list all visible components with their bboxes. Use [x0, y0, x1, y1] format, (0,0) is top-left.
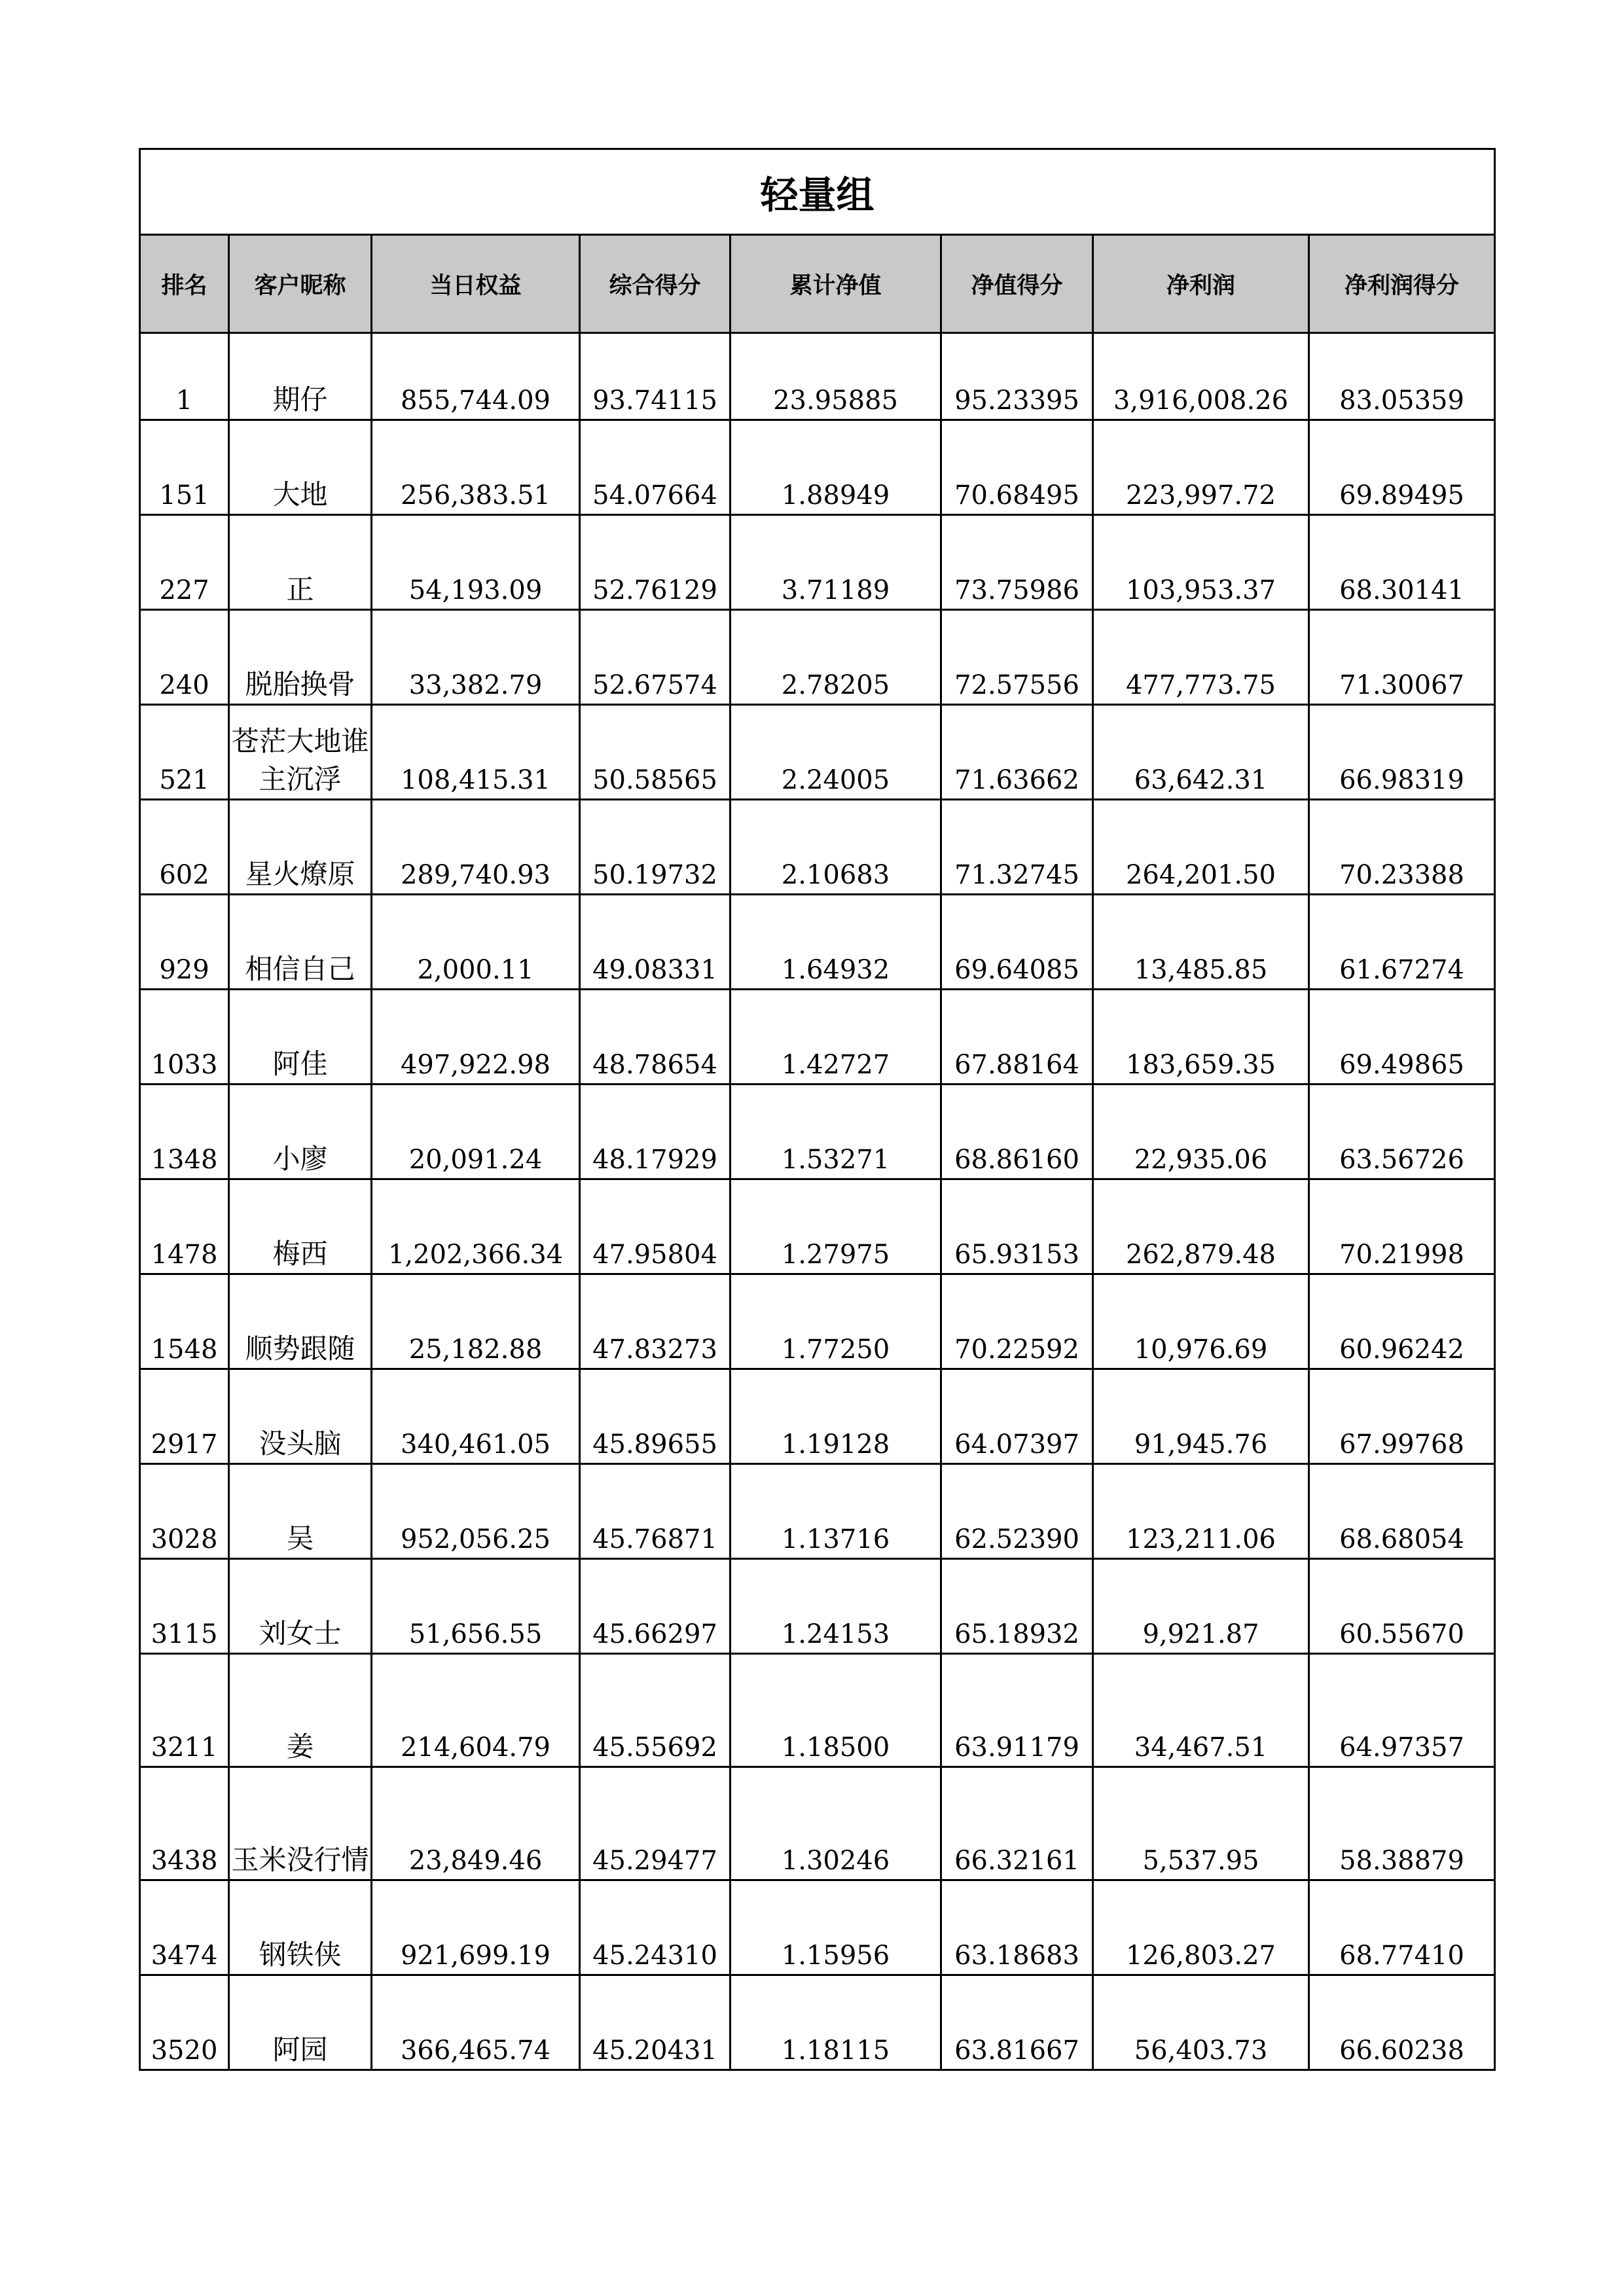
total-score-cell: 93.74115 — [580, 333, 731, 420]
table-row — [140, 1767, 1495, 1880]
net-profit-cell: 262,879.48 — [1093, 1179, 1309, 1274]
profit-score-cell: 71.30067 — [1309, 610, 1495, 705]
equity-cell: 340,461.05 — [372, 1369, 580, 1464]
nav-score-cell: 70.22592 — [941, 1274, 1093, 1369]
net-profit-cell: 126,803.27 — [1093, 1880, 1309, 1975]
table-row — [140, 1369, 1495, 1464]
cumulative-nav-cell: 1.13716 — [731, 1464, 941, 1559]
rank-cell: 3520 — [140, 1975, 229, 2070]
table-row — [140, 1179, 1495, 1274]
total-score-cell: 45.24310 — [580, 1880, 731, 1975]
net-profit-cell: 56,403.73 — [1093, 1975, 1309, 2070]
profit-score-cell: 68.30141 — [1309, 515, 1495, 610]
nickname-cell: 苍茫大地谁主沉浮 — [229, 705, 372, 800]
rank-cell: 1033 — [140, 990, 229, 1085]
table-row — [140, 705, 1495, 800]
nickname-cell: 小廖 — [229, 1085, 372, 1179]
profit-score-cell: 64.97357 — [1309, 1654, 1495, 1767]
nav-score-cell: 66.32161 — [941, 1767, 1093, 1880]
net-profit-cell: 10,976.69 — [1093, 1274, 1309, 1369]
rank-cell: 3474 — [140, 1880, 229, 1975]
nickname-cell: 没头脑 — [229, 1369, 372, 1464]
profit-score-cell: 61.67274 — [1309, 895, 1495, 990]
total-score-cell: 52.76129 — [580, 515, 731, 610]
equity-cell: 855,744.09 — [372, 333, 580, 420]
header-nickname: 客户昵称 — [229, 235, 372, 333]
rank-cell: 3028 — [140, 1464, 229, 1559]
table-row — [140, 1880, 1495, 1975]
net-profit-cell: 223,997.72 — [1093, 420, 1309, 515]
total-score-cell: 48.17929 — [580, 1085, 731, 1179]
table-row — [140, 1654, 1495, 1767]
header-row — [140, 235, 1495, 333]
table-row — [140, 1274, 1495, 1369]
cumulative-nav-cell: 2.24005 — [731, 705, 941, 800]
nickname-cell: 期仔 — [229, 333, 372, 420]
rank-cell: 240 — [140, 610, 229, 705]
cumulative-nav-cell: 1.77250 — [731, 1274, 941, 1369]
nickname-cell: 钢铁侠 — [229, 1880, 372, 1975]
table-row — [140, 610, 1495, 705]
equity-cell: 54,193.09 — [372, 515, 580, 610]
rank-cell: 3115 — [140, 1559, 229, 1654]
nickname-cell: 正 — [229, 515, 372, 610]
net-profit-cell: 34,467.51 — [1093, 1654, 1309, 1767]
header-nav-score: 净值得分 — [941, 235, 1093, 333]
total-score-cell: 49.08331 — [580, 895, 731, 990]
rank-cell: 929 — [140, 895, 229, 990]
table-row — [140, 420, 1495, 515]
equity-cell: 51,656.55 — [372, 1559, 580, 1654]
table-row — [140, 1975, 1495, 2070]
net-profit-cell: 123,211.06 — [1093, 1464, 1309, 1559]
nickname-cell: 刘女士 — [229, 1559, 372, 1654]
table-row — [140, 800, 1495, 895]
cumulative-nav-cell: 1.15956 — [731, 1880, 941, 1975]
nav-score-cell: 71.63662 — [941, 705, 1093, 800]
profit-score-cell: 58.38879 — [1309, 1767, 1495, 1880]
equity-cell: 256,383.51 — [372, 420, 580, 515]
net-profit-cell: 3,916,008.26 — [1093, 333, 1309, 420]
nickname-cell: 阿佳 — [229, 990, 372, 1085]
header-total-score: 综合得分 — [580, 235, 731, 333]
nav-score-cell: 63.81667 — [941, 1975, 1093, 2070]
cumulative-nav-cell: 1.88949 — [731, 420, 941, 515]
nickname-cell: 姜 — [229, 1654, 372, 1767]
nickname-cell: 梅西 — [229, 1179, 372, 1274]
net-profit-cell: 477,773.75 — [1093, 610, 1309, 705]
profit-score-cell: 70.21998 — [1309, 1179, 1495, 1274]
nav-score-cell: 71.32745 — [941, 800, 1093, 895]
table-row — [140, 515, 1495, 610]
nav-score-cell: 95.23395 — [941, 333, 1093, 420]
nav-score-cell: 73.75986 — [941, 515, 1093, 610]
profit-score-cell: 60.55670 — [1309, 1559, 1495, 1654]
rank-cell: 3211 — [140, 1654, 229, 1767]
net-profit-cell: 63,642.31 — [1093, 705, 1309, 800]
table-title: 轻量组 — [140, 149, 1495, 235]
net-profit-cell: 9,921.87 — [1093, 1559, 1309, 1654]
equity-cell: 1,202,366.34 — [372, 1179, 580, 1274]
cumulative-nav-cell: 1.18500 — [731, 1654, 941, 1767]
table-row — [140, 1464, 1495, 1559]
rank-cell: 151 — [140, 420, 229, 515]
equity-cell: 921,699.19 — [372, 1880, 580, 1975]
net-profit-cell: 103,953.37 — [1093, 515, 1309, 610]
total-score-cell: 52.67574 — [580, 610, 731, 705]
cumulative-nav-cell: 1.53271 — [731, 1085, 941, 1179]
cumulative-nav-cell: 23.95885 — [731, 333, 941, 420]
rank-cell: 1 — [140, 333, 229, 420]
title-row — [140, 149, 1495, 235]
header-cumulative-nav: 累计净值 — [731, 235, 941, 333]
cumulative-nav-cell: 2.78205 — [731, 610, 941, 705]
total-score-cell: 45.66297 — [580, 1559, 731, 1654]
nickname-cell: 吴 — [229, 1464, 372, 1559]
nav-score-cell: 67.88164 — [941, 990, 1093, 1085]
cumulative-nav-cell: 2.10683 — [731, 800, 941, 895]
rank-cell: 2917 — [140, 1369, 229, 1464]
total-score-cell: 50.19732 — [580, 800, 731, 895]
rank-cell: 227 — [140, 515, 229, 610]
equity-cell: 366,465.74 — [372, 1975, 580, 2070]
header-net-profit: 净利润 — [1093, 235, 1309, 333]
nickname-cell: 相信自己 — [229, 895, 372, 990]
table-row — [140, 1085, 1495, 1179]
rank-cell: 1348 — [140, 1085, 229, 1179]
table-row — [140, 333, 1495, 420]
equity-cell: 289,740.93 — [372, 800, 580, 895]
equity-cell: 108,415.31 — [372, 705, 580, 800]
net-profit-cell: 264,201.50 — [1093, 800, 1309, 895]
profit-score-cell: 68.77410 — [1309, 1880, 1495, 1975]
equity-cell: 952,056.25 — [372, 1464, 580, 1559]
header-equity: 当日权益 — [372, 235, 580, 333]
cumulative-nav-cell: 1.19128 — [731, 1369, 941, 1464]
rank-cell: 3438 — [140, 1767, 229, 1880]
equity-cell: 20,091.24 — [372, 1085, 580, 1179]
total-score-cell: 45.20431 — [580, 1975, 731, 2070]
profit-score-cell: 83.05359 — [1309, 333, 1495, 420]
profit-score-cell: 68.68054 — [1309, 1464, 1495, 1559]
total-score-cell: 45.89655 — [580, 1369, 731, 1464]
profit-score-cell: 67.99768 — [1309, 1369, 1495, 1464]
profit-score-cell: 69.89495 — [1309, 420, 1495, 515]
total-score-cell: 45.55692 — [580, 1654, 731, 1767]
equity-cell: 214,604.79 — [372, 1654, 580, 1767]
profit-score-cell: 60.96242 — [1309, 1274, 1495, 1369]
table-row — [140, 1559, 1495, 1654]
nickname-cell: 大地 — [229, 420, 372, 515]
equity-cell: 23,849.46 — [372, 1767, 580, 1880]
cumulative-nav-cell: 3.71189 — [731, 515, 941, 610]
rank-cell: 521 — [140, 705, 229, 800]
nickname-cell: 顺势跟随 — [229, 1274, 372, 1369]
table-row — [140, 895, 1495, 990]
cumulative-nav-cell: 1.30246 — [731, 1767, 941, 1880]
nav-score-cell: 72.57556 — [941, 610, 1093, 705]
table-row — [140, 990, 1495, 1085]
profit-score-cell: 66.98319 — [1309, 705, 1495, 800]
nickname-cell: 阿园 — [229, 1975, 372, 2070]
total-score-cell: 45.29477 — [580, 1767, 731, 1880]
nav-score-cell: 63.91179 — [941, 1654, 1093, 1767]
total-score-cell: 47.95804 — [580, 1179, 731, 1274]
nickname-cell: 玉米没行情 — [229, 1767, 372, 1880]
net-profit-cell: 13,485.85 — [1093, 895, 1309, 990]
cumulative-nav-cell: 1.24153 — [731, 1559, 941, 1654]
cumulative-nav-cell: 1.27975 — [731, 1179, 941, 1274]
total-score-cell: 54.07664 — [580, 420, 731, 515]
nav-score-cell: 65.93153 — [941, 1179, 1093, 1274]
nav-score-cell: 65.18932 — [941, 1559, 1093, 1654]
nickname-cell: 星火燎原 — [229, 800, 372, 895]
profit-score-cell: 63.56726 — [1309, 1085, 1495, 1179]
nickname-cell: 脱胎换骨 — [229, 610, 372, 705]
nav-score-cell: 62.52390 — [941, 1464, 1093, 1559]
net-profit-cell: 5,537.95 — [1093, 1767, 1309, 1880]
profit-score-cell: 66.60238 — [1309, 1975, 1495, 2070]
nav-score-cell: 63.18683 — [941, 1880, 1093, 1975]
total-score-cell: 50.58565 — [580, 705, 731, 800]
equity-cell: 33,382.79 — [372, 610, 580, 705]
equity-cell: 2,000.11 — [372, 895, 580, 990]
nav-score-cell: 68.86160 — [941, 1085, 1093, 1179]
profit-score-cell: 69.49865 — [1309, 990, 1495, 1085]
rank-cell: 602 — [140, 800, 229, 895]
rank-cell: 1548 — [140, 1274, 229, 1369]
equity-cell: 497,922.98 — [372, 990, 580, 1085]
total-score-cell: 45.76871 — [580, 1464, 731, 1559]
nav-score-cell: 69.64085 — [941, 895, 1093, 990]
rank-cell: 1478 — [140, 1179, 229, 1274]
profit-score-cell: 70.23388 — [1309, 800, 1495, 895]
net-profit-cell: 22,935.06 — [1093, 1085, 1309, 1179]
cumulative-nav-cell: 1.64932 — [731, 895, 941, 990]
ranking-table — [139, 148, 1496, 2071]
nav-score-cell: 64.07397 — [941, 1369, 1093, 1464]
header-profit-score: 净利润得分 — [1309, 235, 1495, 333]
header-rank: 排名 — [140, 235, 229, 333]
cumulative-nav-cell: 1.42727 — [731, 990, 941, 1085]
nav-score-cell: 70.68495 — [941, 420, 1093, 515]
total-score-cell: 48.78654 — [580, 990, 731, 1085]
total-score-cell: 47.83273 — [580, 1274, 731, 1369]
equity-cell: 25,182.88 — [372, 1274, 580, 1369]
net-profit-cell: 91,945.76 — [1093, 1369, 1309, 1464]
net-profit-cell: 183,659.35 — [1093, 990, 1309, 1085]
cumulative-nav-cell: 1.18115 — [731, 1975, 941, 2070]
